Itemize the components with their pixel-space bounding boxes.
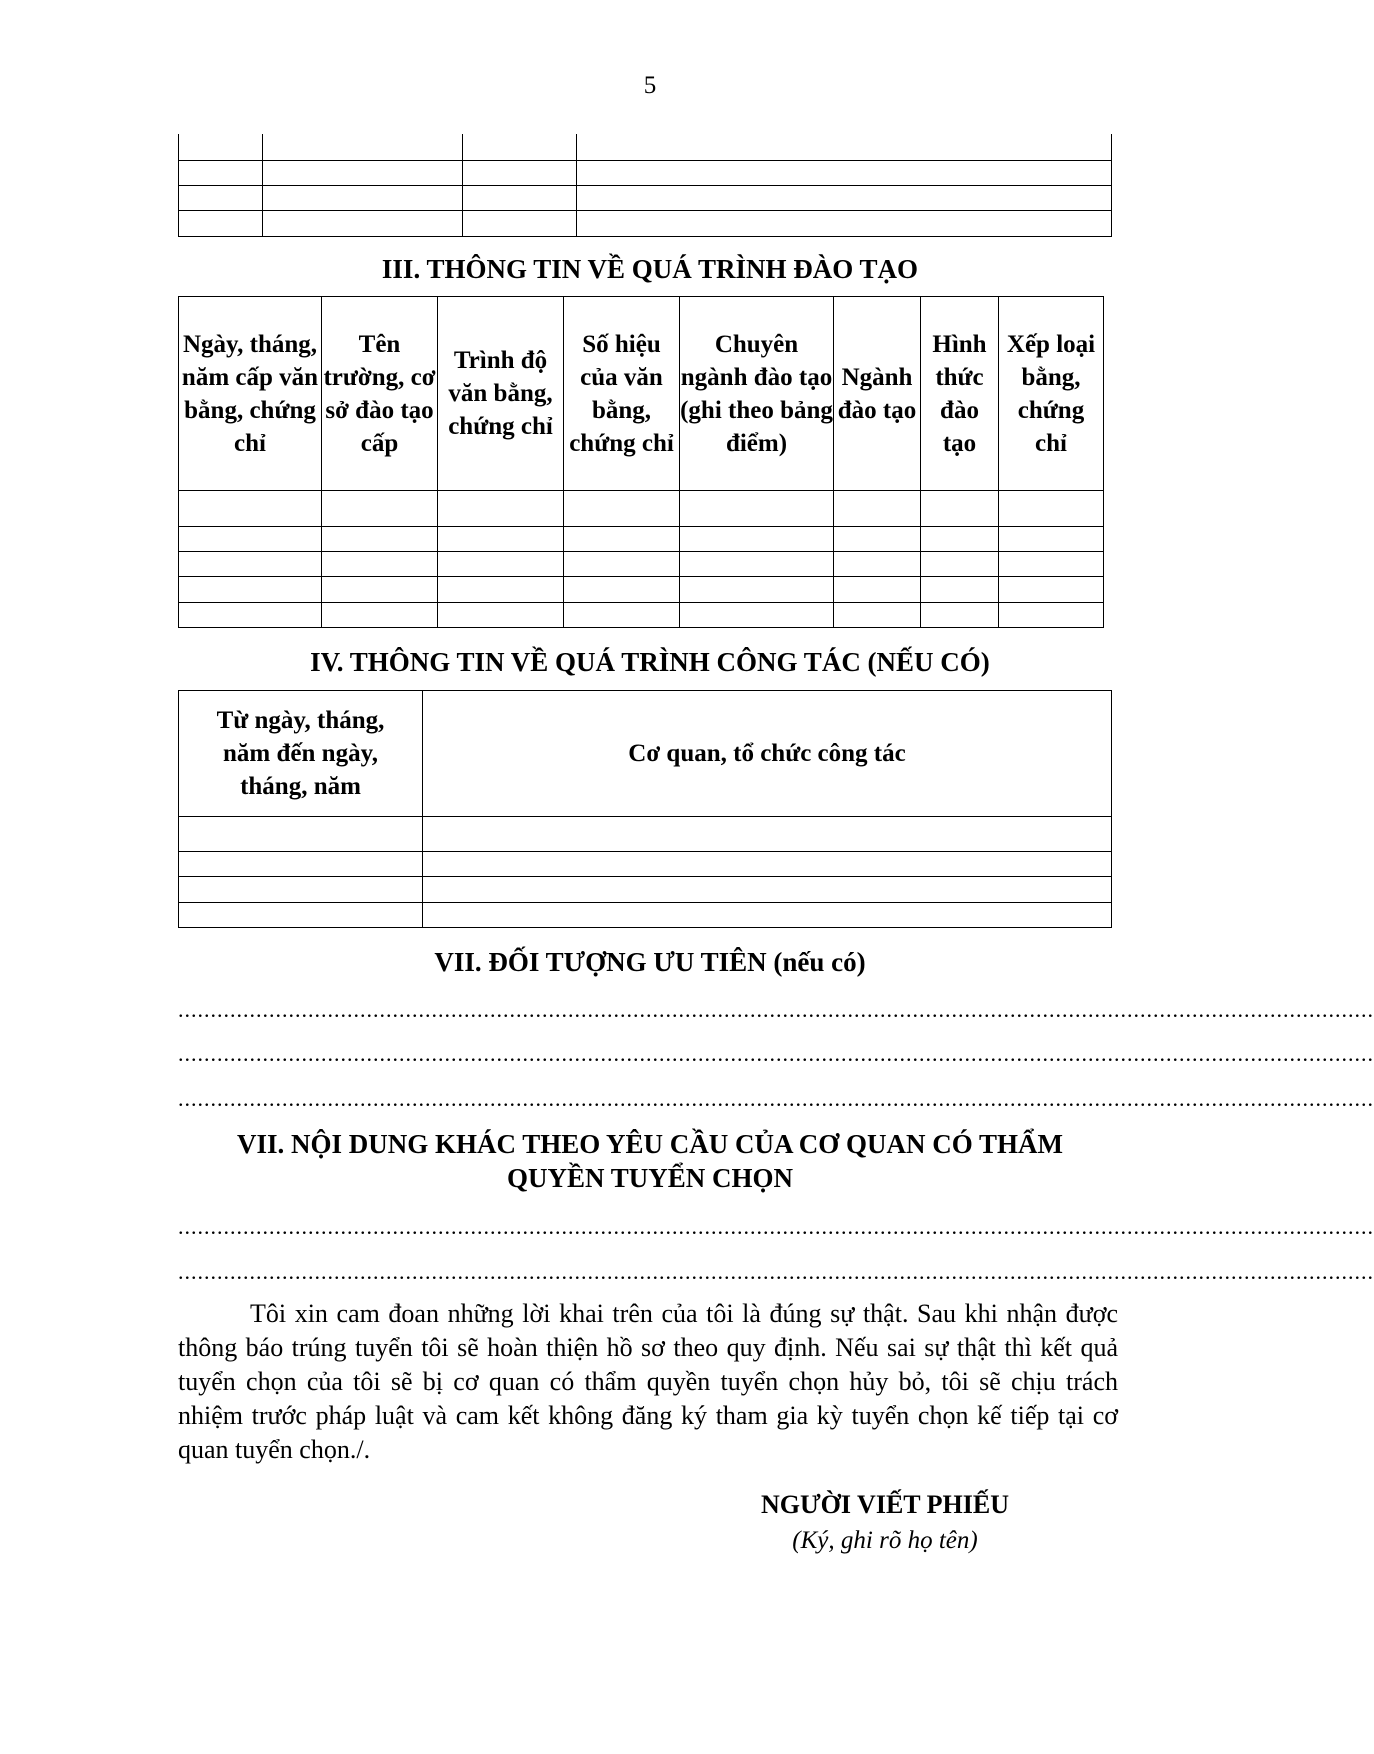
- table-row: [179, 185, 1112, 210]
- table-row: [179, 877, 1112, 903]
- header-field: Ngành đào tạo: [834, 297, 921, 491]
- priority-title: VII. ĐỐI TƯỢNG ƯU TIÊN (nếu có): [434, 947, 866, 977]
- declaration-text: Tôi xin cam đoan những lời khai trên của tôi là đúng sự thật. Sau khi nhận được thông báo trúng tuyển tôi sẽ hoàn thiện hồ sơ theo quy định. Nếu sai sự thật thì kết quả tuyển chọn của tôi sẽ bị cơ quan có thẩm quyền tuyển chọn hủy bỏ, tôi sẽ chịu trách nhiệm trước pháp luật và cam kết không đăng ký tham gia kỳ tuyển chọn kế tiếp tại cơ quan tuyển chọn./.: [178, 1299, 1118, 1464]
- section-4-title: IV. THÔNG TIN VỀ QUÁ TRÌNH CÔNG TÁC (NẾU CÓ): [310, 647, 990, 677]
- declaration-paragraph: [178, 1297, 1118, 1467]
- header-issue-date: Ngày, tháng, năm cấp văn bằng, chứng chỉ: [179, 297, 322, 491]
- priority-line-3[interactable]: ........................................................................................................................................................................................: [178, 1086, 1374, 1111]
- header-period: Từ ngày, tháng, năm đến ngày, tháng, năm: [179, 691, 423, 817]
- priority-line-2[interactable]: ........................................................................................................................................................................................: [178, 1041, 1374, 1066]
- header-classification: Xếp loại bằng, chứng chỉ: [999, 297, 1104, 491]
- other-content-title-line-1: VII. NỘI DUNG KHÁC THEO YÊU CẦU CỦA CƠ QUAN CÓ THẨM: [236, 1129, 1064, 1159]
- education-table: [178, 296, 1104, 628]
- header-specialization: Chuyên ngành đào tạo (ghi theo bảng điểm): [680, 297, 834, 491]
- header-training-form: Hình thức đào tạo: [921, 297, 999, 491]
- table-row: [179, 134, 1112, 160]
- table-row: [179, 577, 1104, 603]
- table-row: [179, 552, 1104, 577]
- priority-line-1[interactable]: ........................................................................................................................................................................................: [178, 997, 1374, 1022]
- page-number: 5: [643, 72, 657, 99]
- other-content-line-1[interactable]: ........................................................................................................................................................................................: [178, 1214, 1374, 1239]
- signature-title: NGƯỜI VIẾT PHIẾU: [760, 1490, 1009, 1519]
- table-row: [179, 527, 1104, 552]
- table-row: [179, 210, 1112, 236]
- table-row: [179, 160, 1112, 185]
- header-degree-level: Trình độ văn bằng, chứng chỉ: [438, 297, 564, 491]
- table-row: [179, 903, 1112, 928]
- other-content-title-line-2: QUYỀN TUYỂN CHỌN: [506, 1163, 794, 1193]
- other-content-line-2[interactable]: ........................................................................................................................................................................................: [178, 1259, 1374, 1284]
- continuation-table: [178, 134, 1112, 237]
- signature-note: (Ký, ghi rõ họ tên): [792, 1527, 978, 1554]
- header-organization: Cơ quan, tổ chức công tác: [423, 691, 1112, 817]
- header-degree-number: Số hiệu của văn bằng, chứng chỉ: [564, 297, 680, 491]
- section-3-title: III. THÔNG TIN VỀ QUÁ TRÌNH ĐÀO TẠO: [381, 254, 919, 284]
- header-school: Tên trường, cơ sở đào tạo cấp: [322, 297, 438, 491]
- table-row: [179, 491, 1104, 527]
- table-row: [179, 817, 1112, 852]
- table-row: [179, 603, 1104, 628]
- work-history-table: [178, 690, 1112, 928]
- table-row: [179, 852, 1112, 877]
